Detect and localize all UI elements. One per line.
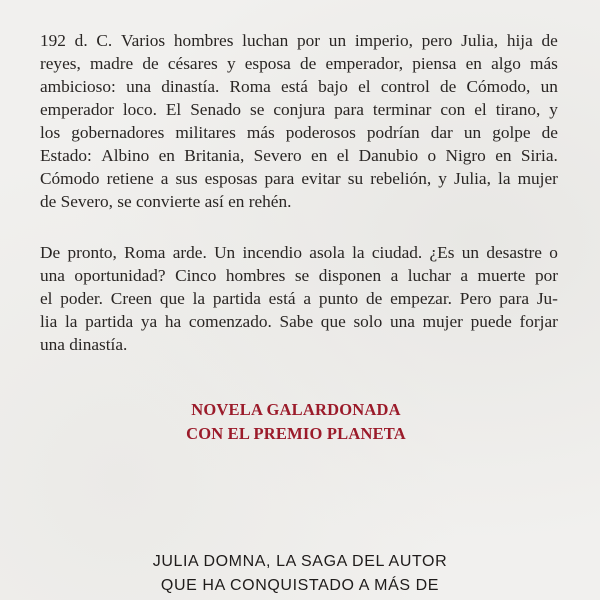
text-line: Cómodo retiene a sus esposas para evitar su rebelión, y Julia, la mujer (40, 169, 558, 188)
award-line: CON EL PREMIO PLANETA (186, 424, 406, 443)
text-line: De pronto, Roma arde. Un incendio asola la ciudad. ¿Es un desastre o (40, 243, 558, 262)
synopsis-paragraph-1 (40, 29, 558, 213)
text-line: una oportunidad? Cinco hombres se disponen a luchar a muerte por (40, 266, 558, 285)
award-line: NOVELA GALARDONADA (191, 400, 401, 419)
text-line: lia la partida ya ha comenzado. Sabe que solo una mujer puede forjar (40, 312, 558, 331)
text-line: de Severo, se convierte así en rehén. (40, 192, 292, 211)
award-heading (90, 398, 502, 446)
text-line: Estado: Albino en Britania, Severo en el Danubio o Nigro en Siria. (40, 146, 558, 165)
saga-tagline (100, 550, 500, 598)
text-line: una dinastía. (40, 335, 128, 354)
saga-line: JULIA DOMNA, LA SAGA DEL AUTOR (152, 553, 448, 570)
text-line: los gobernadores militares más poderosos podrían dar un golpe de (40, 123, 558, 142)
text-line: el poder. Creen que la partida está a punto de empezar. Pero para Ju- (40, 289, 558, 308)
synopsis-paragraph-2 (40, 241, 558, 356)
text-line: 192 d. C. Varios hombres luchan por un imperio, pero Julia, hija de (40, 31, 558, 50)
text-line: emperador loco. El Senado se conjura para terminar con el tirano, y (40, 100, 558, 119)
text-line: reyes, madre de césares y esposa de emperador, piensa en algo más (40, 54, 558, 73)
text-line: ambicioso: una dinastía. Roma está bajo el control de Cómodo, un (40, 77, 558, 96)
saga-line: QUE HA CONQUISTADO A MÁS DE (160, 577, 440, 594)
